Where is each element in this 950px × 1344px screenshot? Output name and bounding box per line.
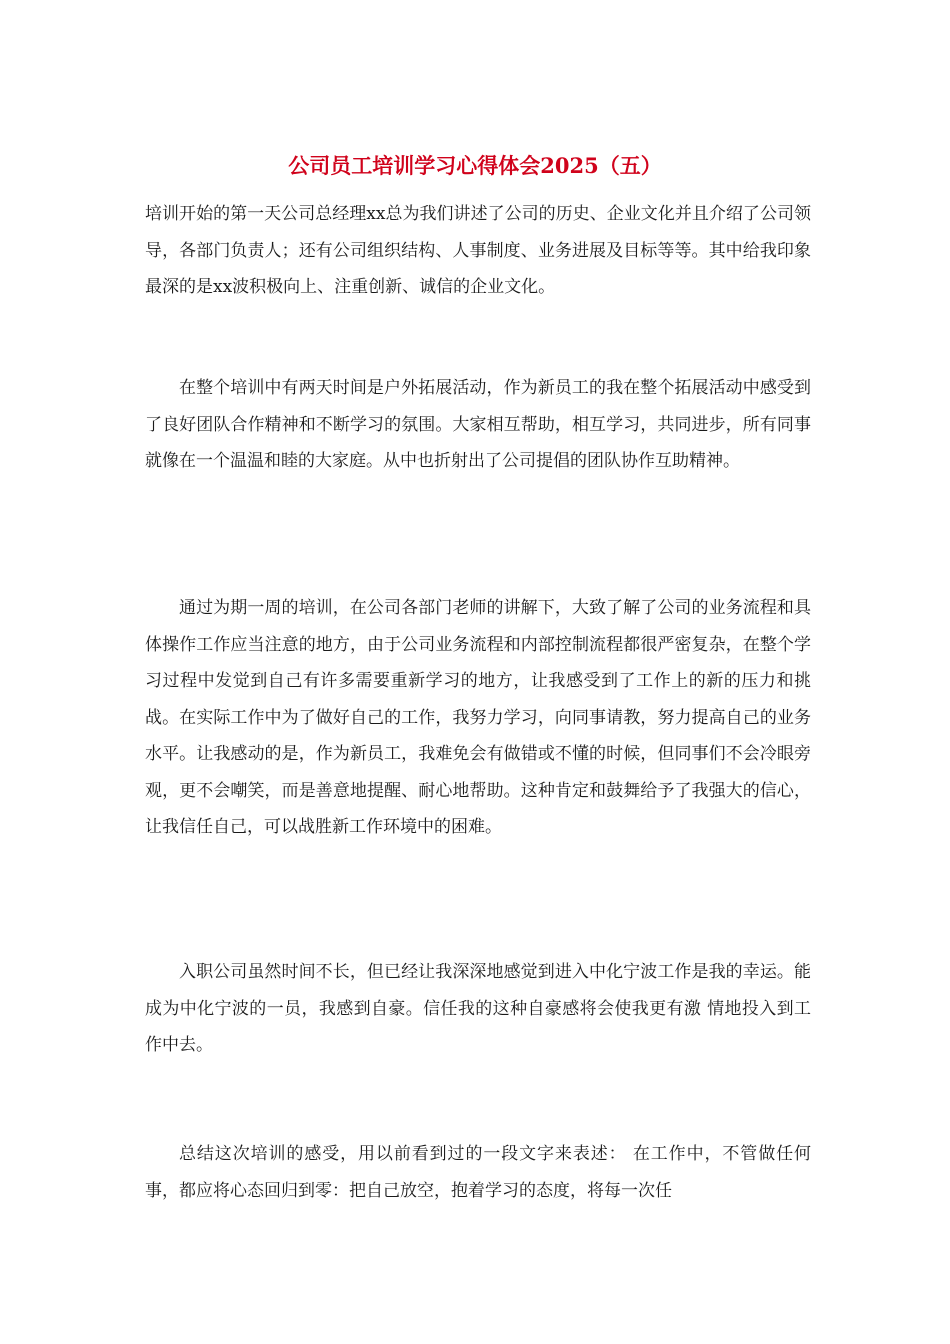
paragraph-5: 总结这次培训的感受，用以前看到过的一段文字来表述： 在工作中，不管做任何事，都应将心态回归到零：把自己放空，抱着学习的态度，将每一次任 [145,1144,811,1201]
paragraph-2: 在整个培训中有两天时间是户外拓展活动，作为新员工的我在整个拓展活动中感受到了良好团队合作精神和不断学习的氛围。大家相互帮助，相互学习，共同进步，所有同事就像在一个温温和睦的大家庭。从中也折射出了公司提倡的团队协作互助精神。 [145,378,811,471]
paragraph-1: 培训开始的第一天公司总经理xx总为我们讲述了公司的历史、企业文化并且介绍了公司领导，各部门负责人；还有公司组织结构、人事制度、业务进展及目标等等。其中给我印象最深的是xx波积极向上、注重创新、诚信的企业文化。 [145,204,811,297]
paragraph-4: 入职公司虽然时间不长，但已经让我深深地感觉到进入中化宁波工作是我的幸运。能成为中化宁波的一员，我感到自豪。信任我的这种自豪感将会使我更有激 情地投入到工作中去。 [145,962,811,1055]
paragraph-3: 通过为期一周的培训，在公司各部门老师的讲解下，大致了解了公司的业务流程和具体操作工作应当注意的地方，由于公司业务流程和内部控制流程都很严密复杂，在整个学习过程中发觉到自己有许多需要重新学习的地方，让我感受到了工作上的新的压力和挑战。在实际工作中为了做好自己的工作，我努力学习，向同事请教，努力提高自己的业务水平。让我感动的是，作为新员工，我难免会有做错或不懂的时候，但同事们不会冷眼旁观，更不会嘲笑，而是善意地提醒、耐心地帮助。这种肯定和鼓舞给予了我强大的信心，让我信任自己，可以战胜新工作环境中的困难。 [145,598,811,837]
document-title: 公司员工培训学习心得体会2025（五） [288,153,662,178]
